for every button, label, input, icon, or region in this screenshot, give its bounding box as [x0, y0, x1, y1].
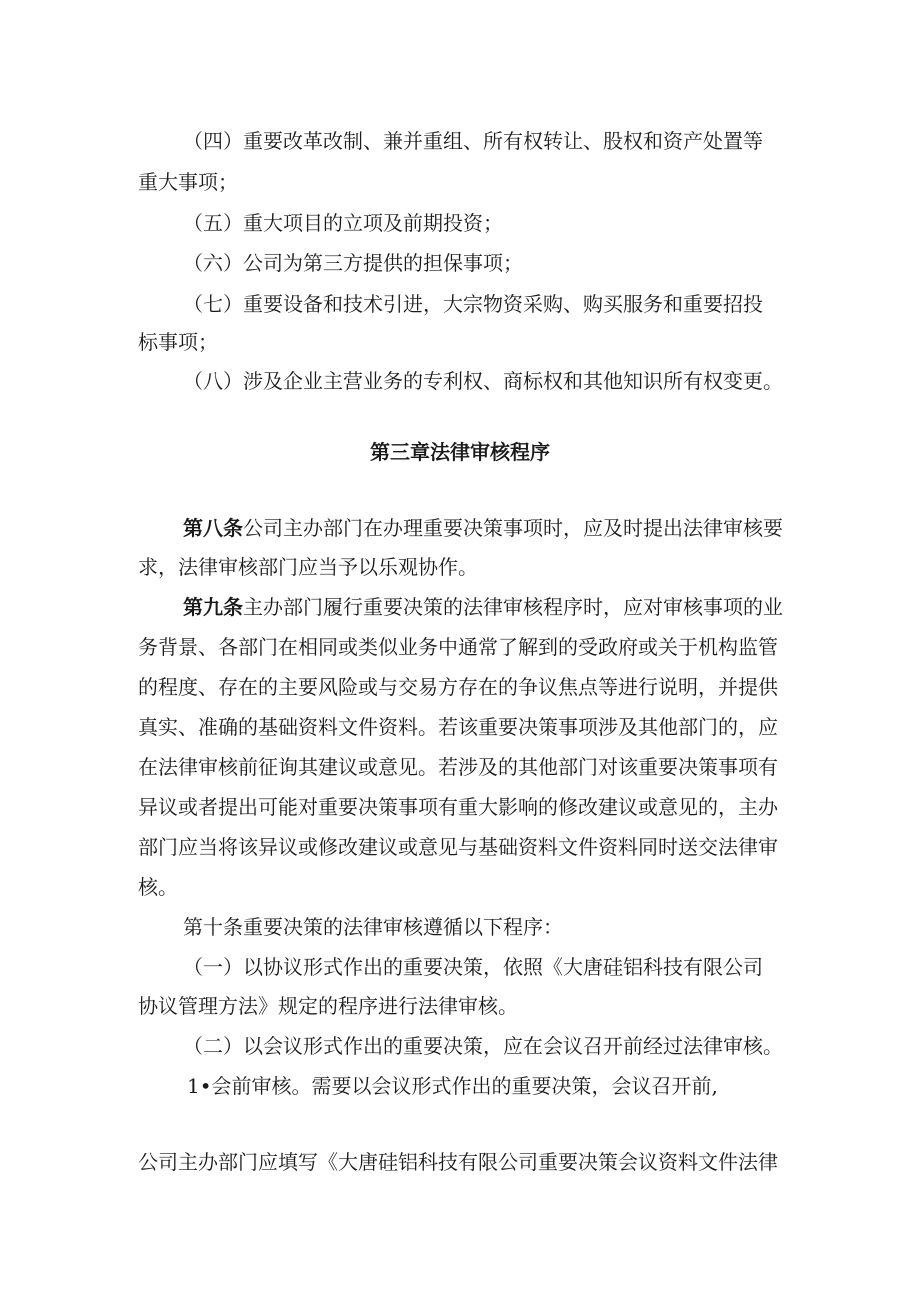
article-10-item-2: （二）以会议形式作出的重要决策，应在会议召开前经过法律审核。	[183, 1034, 783, 1058]
article-10-sub-item-1: 1•会前审核。需要以会议形式作出的重要决策，会议召开前,	[187, 1074, 718, 1098]
paragraph-item-4-line-1: （四）重要改革改制、兼并重组、所有权转让、股权和资产处置等	[183, 129, 763, 153]
article-9-line-7: 部门应当将该异议或修改建议或意见与基础资料文件资料同时送交法律审	[138, 835, 778, 859]
paragraph-item-6: （六）公司为第三方提供的担保事项；	[183, 251, 523, 275]
article-9-text: 主办部门履行重要决策的法律审核程序时，应对审核事项的业	[243, 595, 783, 619]
article-9-line-1	[183, 595, 783, 619]
article-9-label: 第九条	[183, 595, 243, 619]
article-8-line-1	[183, 516, 783, 540]
article-9-line-2: 务背景、各部门在相同或类似业务中通常了解到的受政府或关于机构监管	[138, 635, 778, 659]
article-9-line-8: 核。	[138, 875, 178, 899]
article-9-line-4: 真实、准确的基础资料文件资料。若该重要决策事项涉及其他部门的，应	[138, 715, 778, 739]
paragraph-item-7-line-2: 标事项；	[138, 330, 218, 354]
article-10-item-1-line-2: 协议管理方法》规定的程序进行法律审核。	[138, 994, 518, 1018]
article-10-item-1-line-1: （一）以协议形式作出的重要决策，依照《大唐硅铝科技有限公司	[183, 955, 763, 979]
article-8-label: 第八条	[183, 516, 243, 540]
article-9-line-5: 在法律审核前征询其建议或意见。若涉及的其他部门对该重要决策事项有	[138, 755, 778, 779]
article-10-label: 第十条	[183, 915, 243, 939]
paragraph-item-8: （八）涉及企业主营业务的专利权、商标权和其他知识所有权变更。	[183, 369, 783, 393]
paragraph-item-4-line-2: 重大事项；	[138, 170, 238, 194]
article-8-line-2: 求，法律审核部门应当予以乐观协作。	[138, 555, 478, 579]
article-10-line-1	[183, 915, 563, 939]
continuation-line: 公司主办部门应填写《大唐硅铝科技有限公司重要决策会议资料文件法律	[138, 1150, 778, 1174]
article-10-text: 重要决策的法律审核遵循以下程序：	[243, 915, 563, 939]
article-9-line-3: 的程度、存在的主要风险或与交易方存在的争议焦点等进行说明，并提供	[138, 675, 778, 699]
article-9-line-6: 异议或者提出可能对重要决策事项有重大影响的修改建议或意见的，主办	[138, 795, 778, 819]
article-8-text: 公司主办部门在办理重要决策事项时，应及时提出法律审核要	[243, 516, 783, 540]
paragraph-item-5: （五）重大项目的立项及前期投资；	[183, 211, 503, 235]
paragraph-item-7-line-1: （七）重要设备和技术引进，大宗物资采购、购买服务和重要招投	[183, 292, 763, 316]
chapter-title: 第三章法律审核程序	[370, 440, 550, 464]
